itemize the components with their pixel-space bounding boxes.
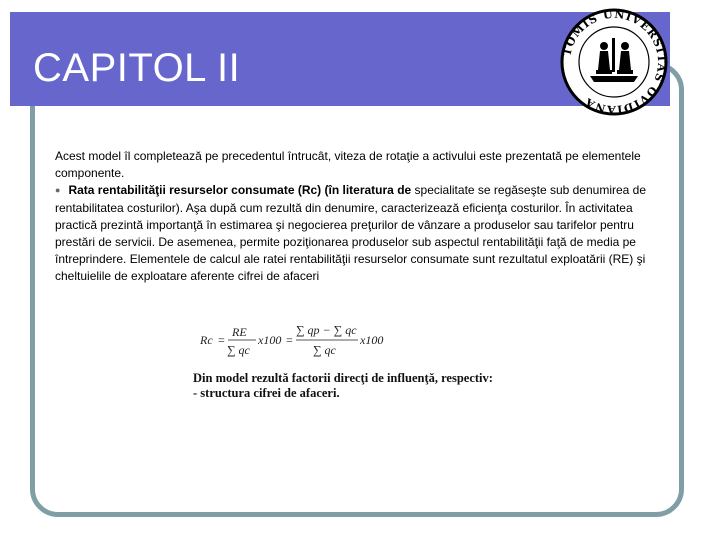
formula-equals-2: = — [286, 333, 293, 347]
formula-frac2-denominator: ∑ qc — [313, 343, 336, 357]
formula-multiplier-1: x100 — [258, 333, 282, 347]
slide-frame — [30, 62, 684, 517]
intro-paragraph: Acest model îl completează pe precedentul întrucât, viteza de rotaţie a activului este prezentată pe elementele componente. — [55, 149, 641, 181]
conclusion-line-2: - structura cifrei de afaceri. — [193, 386, 340, 400]
formula-frac1-denominator: ∑ qc — [227, 343, 250, 357]
conclusion — [193, 371, 513, 401]
formula-multiplier-2: x100 — [360, 333, 384, 347]
formula-lhs: Rc — [200, 333, 213, 347]
formula-frac1-numerator: RE — [232, 325, 247, 339]
conclusion-line-1: Din model rezultă factorii direcţi de influenţă, respectiv: — [193, 371, 493, 385]
bullet-icon: ● — [55, 185, 61, 196]
bullet-heading: Rata rentabilităţii resurselor consumate (Rc) (în literatura de — [68, 183, 412, 198]
formula-equals: = — [218, 333, 225, 347]
seal-text: TOMIS UNIVERSITAS OVIDIANA — [560, 8, 668, 116]
slide-title: CAPITOL II — [33, 46, 241, 90]
university-seal-icon — [560, 8, 668, 116]
bullet-text: specialitate se regăseşte sub denumirea de rentabilitatea costurilor). Aşa după cum rezultă din denumire, caracterizează eficienţa costurilor. În activitatea practică prezintă importanţă în estimarea şi negocierea preţurilor de vânzare a produselor sau tarifelor pentru prestări de servicii. De asemenea, permite poziţionarea produselor sub aspectul rentabilităţii faţă de media pe întreprindere. Elementele de calcul ale ratei rentabilităţii resurselor consumate sunt rezultatul exploatării (RE) şi cheltuielile de exploatare aferente cifrei de afaceri — [55, 183, 647, 284]
bullet-paragraph — [55, 182, 667, 285]
formula-frac2-numerator: ∑ qp − ∑ qc — [296, 323, 357, 337]
body-text — [55, 148, 667, 286]
